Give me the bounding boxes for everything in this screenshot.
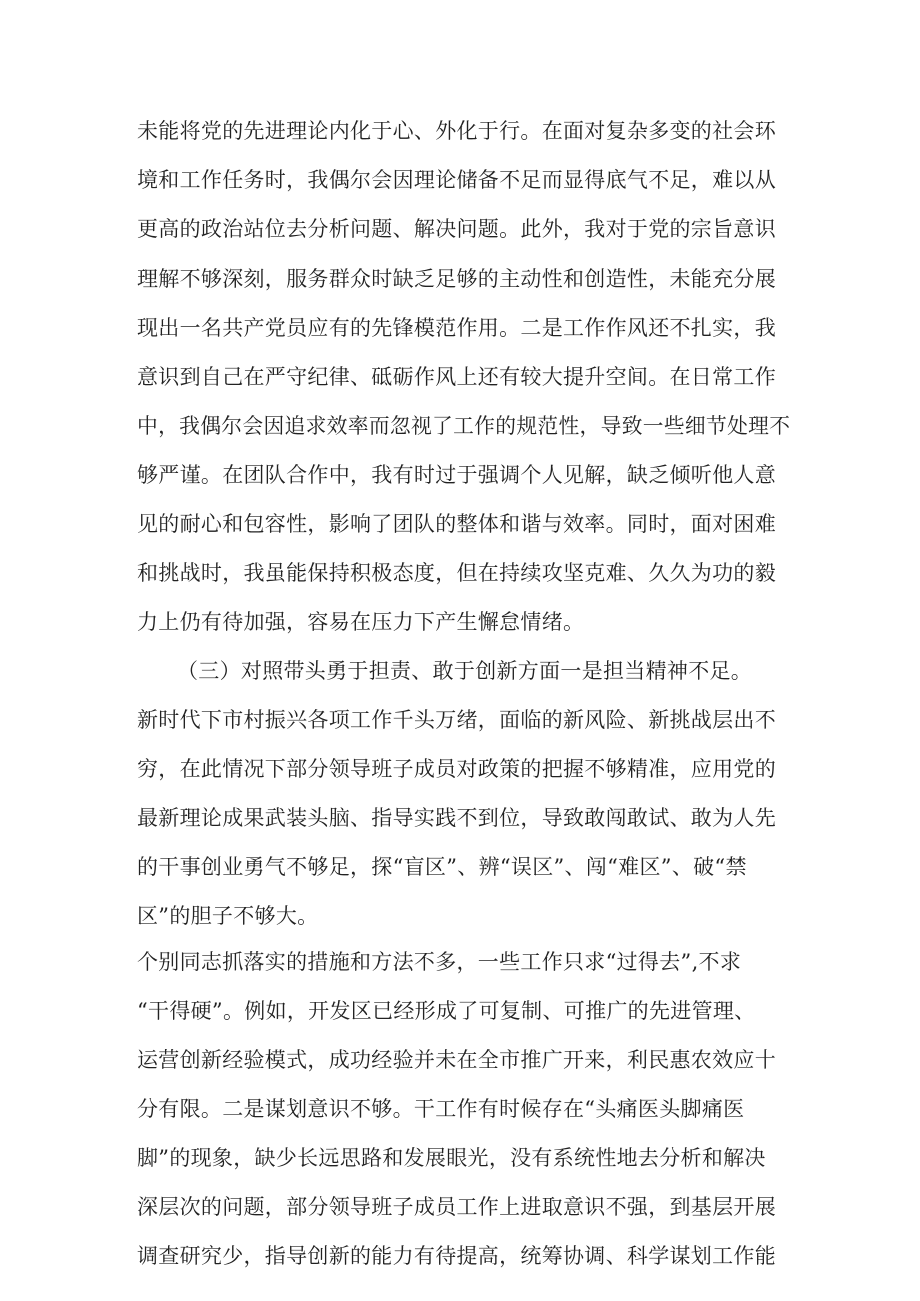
text-line: 和挑战时，我虽能保持积极态度，但在持续攻坚克难、久久为功的毅 <box>137 561 776 585</box>
text-line: 中，我偶尔会因追求效率而忽视了工作的规范性，导致一些细节处理不 <box>137 414 791 438</box>
text-line: 新时代下市村振兴各项工作千头万绪，面临的新风险、新挑战层出不 <box>137 708 776 732</box>
text-line: 最新理论成果武装头脑、指导实践不到位，导致敢闯敢试、敢为人先 <box>137 806 776 830</box>
text-line: 深层次的问题，部分领导班子成员工作上进取意识不强，到基层开展 <box>137 1195 776 1219</box>
text-line: 力上仍有待加强，容易在压力下产生懈怠情绪。 <box>137 610 585 634</box>
text-line: 区”的胆子不够大。 <box>137 904 319 928</box>
text-line: 分有限。二是谋划意识不够。干工作有时候存在“头痛医头脚痛医 <box>137 1097 745 1121</box>
text-line: 见的耐心和包容性，影响了团队的整体和谐与效率。同时，面对困难 <box>137 512 776 536</box>
text-line: 个别同志抓落实的措施和方法不多，一些工作只求“过得去”,不求 <box>137 950 742 974</box>
text-line: 的干事创业勇气不够足，探“盲区”、辨“误区”、闯“难区”、破“禁 <box>137 855 747 879</box>
text-line: 运营创新经验模式，成功经验并未在全市推广开来，利民惠农效应十 <box>137 1048 776 1072</box>
text-line: “干得硬”。例如，开发区已经形成了可复制、可推广的先进管理、 <box>137 999 756 1023</box>
text-line: 穷，在此情况下部分领导班子成员对政策的把握不够精准，应用党的 <box>137 757 776 781</box>
text-line: 境和工作任务时，我偶尔会因理论储备不足而显得底气不足，难以从 <box>137 168 776 192</box>
text-line: 理解不够深刻，服务群众时缺乏足够的主动性和创造性，未能充分展 <box>137 267 776 291</box>
text-line: 脚”的现象，缺少长远思路和发展眼光，没有系统性地去分析和解决 <box>137 1146 766 1170</box>
text-line: 未能将党的先进理论内化于心、外化于行。在面对复杂多变的社会环 <box>137 119 776 143</box>
text-line: 现出一名共产党员应有的先锋模范作用。二是工作作风还不扎实，我 <box>137 316 776 340</box>
text-line: 够严谨。在团队合作中，我有时过于强调个人见解，缺乏倾听他人意 <box>137 463 776 487</box>
text-line: 调查研究少，指导创新的能力有待提高，统筹协调、科学谋划工作能 <box>137 1244 776 1268</box>
section-heading-line: （三）对照带头勇于担责、敢于创新方面一是担当精神不足。 <box>177 659 753 683</box>
text-line: 更高的政治站位去分析问题、解决问题。此外，我对于党的宗旨意识 <box>137 217 776 241</box>
text-line: 意识到自己在严守纪律、砥砺作风上还有较大提升空间。在日常工作 <box>137 365 776 389</box>
